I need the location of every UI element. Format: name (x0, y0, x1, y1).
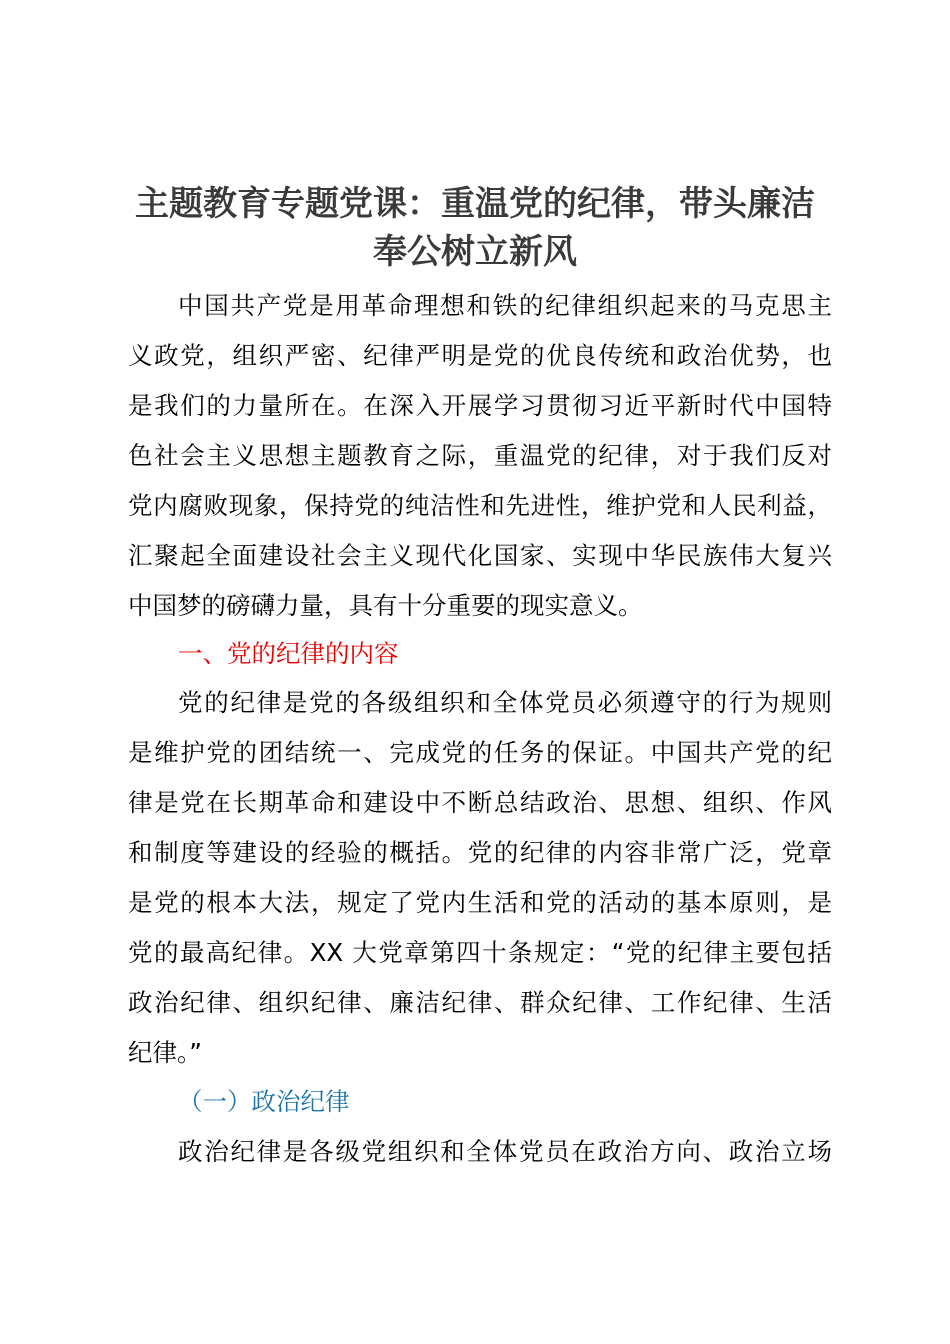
paragraph-line: 义政党，组织严密、纪律严明是党的优良传统和政治优势，也 (128, 341, 832, 370)
document-title-line-2: 奉公树立新风 (373, 232, 577, 272)
paragraph-line: 政治纪律是各级党组织和全体党员在政治方向、政治立场 (178, 1137, 832, 1166)
subsection1-paragraph (128, 1127, 832, 1177)
paragraph-line: 中国梦的磅礴力量，具有十分重要的现实意义。 (128, 591, 643, 620)
paragraph-line: 党的纪律是党的各级组织和全体党员必须遵守的行为规则 (178, 688, 832, 717)
section-heading-1: 一、党的纪律的内容 (178, 639, 399, 668)
paragraph-line: 党的最高纪律。XX 大党章第四十条规定：“党的纪律主要包括 (128, 938, 832, 967)
paragraph-line: 是党的根本大法，规定了党内生活和党的活动的基本原则，是 (128, 888, 832, 917)
paragraph-line: 纪律。” (128, 1038, 202, 1067)
intro-paragraph (128, 281, 832, 631)
paragraph-line: 政治纪律、组织纪律、廉洁纪律、群众纪律、工作纪律、生活 (128, 988, 832, 1017)
paragraph-line: 中国共产党是用革命理想和铁的纪律组织起来的马克思主 (178, 291, 832, 320)
section1-paragraph (128, 678, 832, 1078)
paragraph-line: 是维护党的团结统一、完成党的任务的保证。中国共产党的纪 (128, 738, 832, 767)
paragraph-line: 色社会主义思想主题教育之际，重温党的纪律，对于我们反对 (128, 441, 832, 470)
subsection-heading-1: （一）政治纪律 (178, 1087, 350, 1116)
paragraph-line: 党内腐败现象，保持党的纯洁性和先进性，维护党和人民利益， (128, 491, 832, 520)
paragraph-line: 律是党在长期革命和建设中不断总结政治、思想、组织、作风 (128, 788, 832, 817)
paragraph-line: 汇聚起全面建设社会主义现代化国家、实现中华民族伟大复兴 (128, 541, 832, 570)
document-title-line-1: 主题教育专题党课：重温党的纪律，带头廉洁 (135, 184, 815, 224)
paragraph-line: 和制度等建设的经验的概括。党的纪律的内容非常广泛，党章 (128, 838, 832, 867)
paragraph-line: 是我们的力量所在。在深入开展学习贯彻习近平新时代中国特 (128, 391, 832, 420)
